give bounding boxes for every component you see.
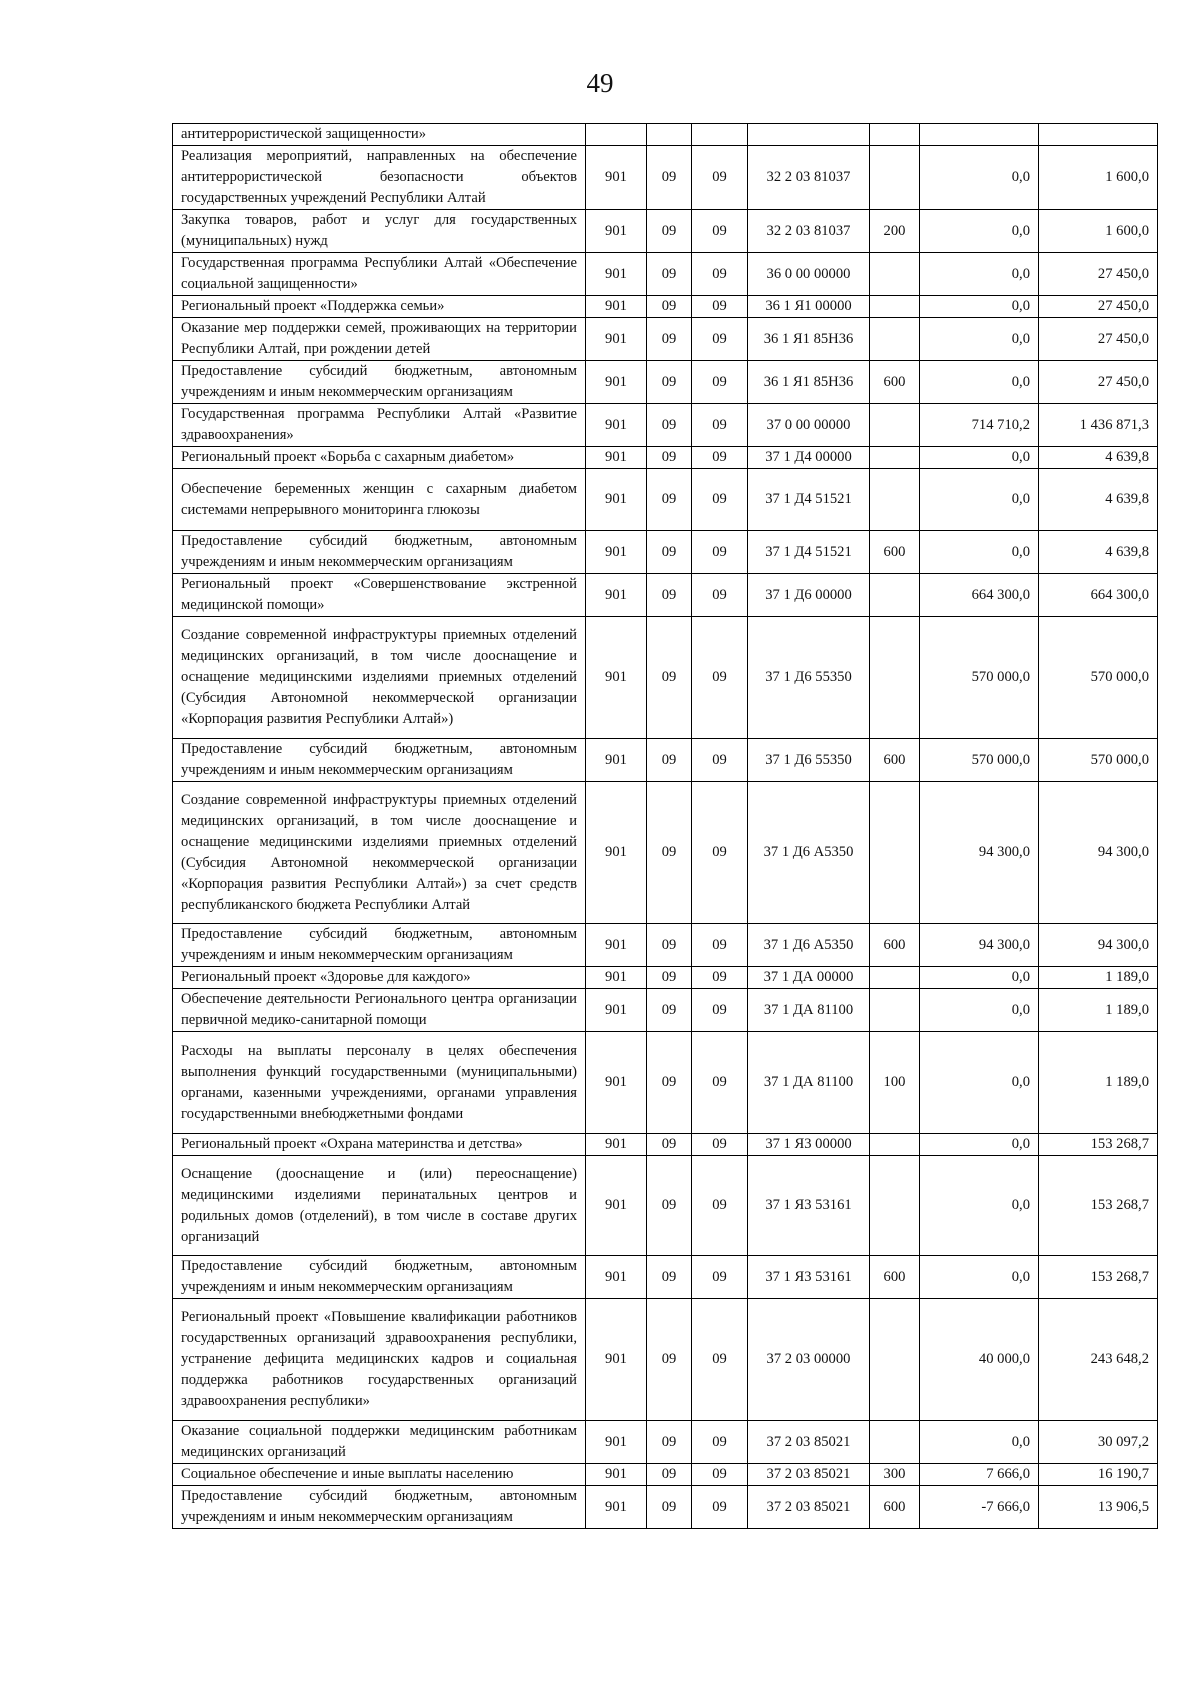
row-amount-total-cell bbox=[1039, 124, 1158, 146]
table-row bbox=[173, 447, 1158, 469]
row-expense-type-cell bbox=[870, 617, 920, 739]
row-target-article-cell: 37 2 03 85021 bbox=[748, 1421, 870, 1464]
row-amount-total-cell: 4 639,8 bbox=[1039, 447, 1158, 469]
row-subsection-code-cell: 09 bbox=[692, 989, 748, 1032]
row-subsection-code-cell: 09 bbox=[692, 1299, 748, 1421]
row-name-cell: Предоставление субсидий бюджетным, автономным учреждениям и иным некоммерческим организациям bbox=[173, 531, 586, 574]
row-section-code-cell: 09 bbox=[647, 1134, 692, 1156]
row-ministry-code-cell: 901 bbox=[586, 1134, 647, 1156]
row-subsection-code-cell: 09 bbox=[692, 146, 748, 210]
row-target-article-cell: 37 1 Д6 00000 bbox=[748, 574, 870, 617]
row-name-cell: антитеррористической защищенности» bbox=[173, 124, 586, 146]
row-target-article-cell: 36 0 00 00000 bbox=[748, 253, 870, 296]
row-amount-total-cell: 1 436 871,3 bbox=[1039, 404, 1158, 447]
row-subsection-code-cell: 09 bbox=[692, 318, 748, 361]
row-name-cell: Оказание мер поддержки семей, проживающих на территории Республики Алтай, при рождении детей bbox=[173, 318, 586, 361]
row-expense-type-cell bbox=[870, 989, 920, 1032]
row-name-cell: Закупка товаров, работ и услуг для государственных (муниципальных) нужд bbox=[173, 210, 586, 253]
row-name-cell: Обеспечение деятельности Регионального центра организации первичной медико-санитарной помощи bbox=[173, 989, 586, 1032]
row-name-cell: Реализация мероприятий, направленных на обеспечение антитеррористической безопасности объектов государственных учреждений Республики Алтай bbox=[173, 146, 586, 210]
row-subsection-code-cell: 09 bbox=[692, 447, 748, 469]
row-amount-change-cell: 0,0 bbox=[920, 1421, 1039, 1464]
row-name-cell: Создание современной инфраструктуры приемных отделений медицинских организаций, в том числе дооснащение и оснащение медицинскими изделиями приемных отделений (Субсидия Автономной некоммерческой организации «Корпорация развития Республики Алтай») bbox=[173, 617, 586, 739]
row-name-cell: Оснащение (дооснащение и (или) переоснащение) медицинскими изделиями перинатальных центров и родильных домов (отделений), в том числе в составе других организаций bbox=[173, 1156, 586, 1256]
row-name-cell: Региональный проект «Совершенствование экстренной медицинской помощи» bbox=[173, 574, 586, 617]
row-name-cell: Оказание социальной поддержки медицинским работникам медицинских организаций bbox=[173, 1421, 586, 1464]
row-ministry-code-cell: 901 bbox=[586, 253, 647, 296]
row-section-code-cell: 09 bbox=[647, 1299, 692, 1421]
row-amount-total-cell: 1 189,0 bbox=[1039, 1032, 1158, 1134]
row-ministry-code-cell: 901 bbox=[586, 210, 647, 253]
row-amount-total-cell: 243 648,2 bbox=[1039, 1299, 1158, 1421]
row-name-cell: Предоставление субсидий бюджетным, автономным учреждениям и иным некоммерческим организациям bbox=[173, 739, 586, 782]
row-expense-type-cell: 600 bbox=[870, 1486, 920, 1529]
row-subsection-code-cell: 09 bbox=[692, 1421, 748, 1464]
row-target-article-cell: 37 1 ДА 81100 bbox=[748, 1032, 870, 1134]
row-ministry-code-cell: 901 bbox=[586, 318, 647, 361]
table-row bbox=[173, 1256, 1158, 1299]
row-amount-change-cell: 0,0 bbox=[920, 210, 1039, 253]
row-amount-total-cell: 1 189,0 bbox=[1039, 967, 1158, 989]
row-amount-change-cell: -7 666,0 bbox=[920, 1486, 1039, 1529]
row-expense-type-cell bbox=[870, 469, 920, 531]
row-ministry-code-cell: 901 bbox=[586, 1299, 647, 1421]
row-target-article-cell: 37 1 ДА 00000 bbox=[748, 967, 870, 989]
row-target-article-cell: 37 1 Д6 А5350 bbox=[748, 924, 870, 967]
table-row bbox=[173, 296, 1158, 318]
row-section-code-cell: 09 bbox=[647, 447, 692, 469]
row-amount-total-cell: 4 639,8 bbox=[1039, 469, 1158, 531]
row-section-code-cell: 09 bbox=[647, 739, 692, 782]
row-amount-total-cell: 4 639,8 bbox=[1039, 531, 1158, 574]
row-name-cell: Предоставление субсидий бюджетным, автономным учреждениям и иным некоммерческим организациям bbox=[173, 924, 586, 967]
row-subsection-code-cell: 09 bbox=[692, 296, 748, 318]
row-ministry-code-cell: 901 bbox=[586, 1486, 647, 1529]
row-ministry-code-cell: 901 bbox=[586, 989, 647, 1032]
row-ministry-code-cell: 901 bbox=[586, 1464, 647, 1486]
table-row bbox=[173, 124, 1158, 146]
row-name-cell: Региональный проект «Поддержка семьи» bbox=[173, 296, 586, 318]
table-row bbox=[173, 210, 1158, 253]
row-subsection-code-cell: 09 bbox=[692, 1486, 748, 1529]
row-amount-total-cell: 1 600,0 bbox=[1039, 210, 1158, 253]
row-target-article-cell: 37 2 03 00000 bbox=[748, 1299, 870, 1421]
table-row bbox=[173, 469, 1158, 531]
table-row bbox=[173, 1486, 1158, 1529]
table-row bbox=[173, 1156, 1158, 1256]
row-amount-change-cell: 0,0 bbox=[920, 1134, 1039, 1156]
row-amount-change-cell: 570 000,0 bbox=[920, 617, 1039, 739]
row-amount-change-cell: 0,0 bbox=[920, 967, 1039, 989]
row-amount-change-cell: 0,0 bbox=[920, 531, 1039, 574]
row-amount-change-cell: 94 300,0 bbox=[920, 924, 1039, 967]
row-amount-total-cell: 153 268,7 bbox=[1039, 1156, 1158, 1256]
row-expense-type-cell bbox=[870, 574, 920, 617]
row-subsection-code-cell: 09 bbox=[692, 531, 748, 574]
row-ministry-code-cell: 901 bbox=[586, 1032, 647, 1134]
row-expense-type-cell bbox=[870, 1421, 920, 1464]
row-subsection-code-cell: 09 bbox=[692, 469, 748, 531]
row-target-article-cell: 32 2 03 81037 bbox=[748, 146, 870, 210]
row-amount-total-cell: 94 300,0 bbox=[1039, 924, 1158, 967]
row-subsection-code-cell: 09 bbox=[692, 361, 748, 404]
row-target-article-cell: 37 1 Д4 51521 bbox=[748, 531, 870, 574]
table-row bbox=[173, 1421, 1158, 1464]
row-ministry-code-cell: 901 bbox=[586, 924, 647, 967]
row-subsection-code-cell: 09 bbox=[692, 210, 748, 253]
row-ministry-code-cell: 901 bbox=[586, 617, 647, 739]
row-amount-change-cell: 40 000,0 bbox=[920, 1299, 1039, 1421]
row-expense-type-cell: 600 bbox=[870, 924, 920, 967]
row-name-cell: Предоставление субсидий бюджетным, автономным учреждениям и иным некоммерческим организациям bbox=[173, 1256, 586, 1299]
row-ministry-code-cell: 901 bbox=[586, 1421, 647, 1464]
row-target-article-cell: 36 1 Я1 85Н36 bbox=[748, 361, 870, 404]
row-subsection-code-cell bbox=[692, 124, 748, 146]
row-expense-type-cell bbox=[870, 146, 920, 210]
row-expense-type-cell bbox=[870, 253, 920, 296]
row-amount-change-cell: 0,0 bbox=[920, 361, 1039, 404]
budget-table bbox=[172, 123, 1158, 1529]
row-name-cell: Государственная программа Республики Алтай «Обеспечение социальной защищенности» bbox=[173, 253, 586, 296]
row-section-code-cell: 09 bbox=[647, 296, 692, 318]
row-target-article-cell: 36 1 Я1 85Н36 bbox=[748, 318, 870, 361]
row-target-article-cell: 37 1 Я3 53161 bbox=[748, 1156, 870, 1256]
row-subsection-code-cell: 09 bbox=[692, 967, 748, 989]
row-name-cell: Предоставление субсидий бюджетным, автономным учреждениям и иным некоммерческим организациям bbox=[173, 1486, 586, 1529]
table-row bbox=[173, 574, 1158, 617]
row-amount-total-cell: 27 450,0 bbox=[1039, 361, 1158, 404]
table-row bbox=[173, 1134, 1158, 1156]
row-expense-type-cell bbox=[870, 1134, 920, 1156]
row-amount-change-cell: 0,0 bbox=[920, 296, 1039, 318]
row-expense-type-cell bbox=[870, 318, 920, 361]
row-amount-change-cell bbox=[920, 124, 1039, 146]
row-target-article-cell bbox=[748, 124, 870, 146]
table-row bbox=[173, 318, 1158, 361]
row-target-article-cell: 37 1 Д4 00000 bbox=[748, 447, 870, 469]
row-subsection-code-cell: 09 bbox=[692, 1156, 748, 1256]
row-amount-total-cell: 570 000,0 bbox=[1039, 739, 1158, 782]
row-ministry-code-cell: 901 bbox=[586, 967, 647, 989]
row-expense-type-cell bbox=[870, 124, 920, 146]
row-expense-type-cell: 100 bbox=[870, 1032, 920, 1134]
row-amount-change-cell: 0,0 bbox=[920, 1032, 1039, 1134]
table-row bbox=[173, 1464, 1158, 1486]
table-row bbox=[173, 404, 1158, 447]
row-expense-type-cell bbox=[870, 1299, 920, 1421]
row-amount-total-cell: 30 097,2 bbox=[1039, 1421, 1158, 1464]
row-amount-change-cell: 7 666,0 bbox=[920, 1464, 1039, 1486]
table-row bbox=[173, 531, 1158, 574]
table-row bbox=[173, 1299, 1158, 1421]
table-row bbox=[173, 967, 1158, 989]
row-amount-total-cell: 94 300,0 bbox=[1039, 782, 1158, 924]
row-target-article-cell: 37 1 Я3 53161 bbox=[748, 1256, 870, 1299]
row-expense-type-cell: 600 bbox=[870, 531, 920, 574]
row-ministry-code-cell: 901 bbox=[586, 739, 647, 782]
row-section-code-cell: 09 bbox=[647, 967, 692, 989]
row-name-cell: Социальное обеспечение и иные выплаты населению bbox=[173, 1464, 586, 1486]
table-row bbox=[173, 146, 1158, 210]
row-subsection-code-cell: 09 bbox=[692, 1032, 748, 1134]
row-section-code-cell: 09 bbox=[647, 318, 692, 361]
row-ministry-code-cell bbox=[586, 124, 647, 146]
row-subsection-code-cell: 09 bbox=[692, 739, 748, 782]
row-amount-change-cell: 0,0 bbox=[920, 469, 1039, 531]
row-amount-total-cell: 16 190,7 bbox=[1039, 1464, 1158, 1486]
row-subsection-code-cell: 09 bbox=[692, 1256, 748, 1299]
row-amount-total-cell: 27 450,0 bbox=[1039, 318, 1158, 361]
row-expense-type-cell: 600 bbox=[870, 739, 920, 782]
table-row bbox=[173, 782, 1158, 924]
row-target-article-cell: 37 1 Д6 55350 bbox=[748, 617, 870, 739]
row-ministry-code-cell: 901 bbox=[586, 361, 647, 404]
row-amount-total-cell: 570 000,0 bbox=[1039, 617, 1158, 739]
row-expense-type-cell bbox=[870, 447, 920, 469]
row-amount-change-cell: 0,0 bbox=[920, 318, 1039, 361]
row-section-code-cell: 09 bbox=[647, 1486, 692, 1529]
row-target-article-cell: 37 2 03 85021 bbox=[748, 1464, 870, 1486]
row-ministry-code-cell: 901 bbox=[586, 531, 647, 574]
row-amount-change-cell: 0,0 bbox=[920, 989, 1039, 1032]
row-amount-change-cell: 0,0 bbox=[920, 253, 1039, 296]
table-row bbox=[173, 1032, 1158, 1134]
row-name-cell: Региональный проект «Здоровье для каждого» bbox=[173, 967, 586, 989]
row-expense-type-cell: 200 bbox=[870, 210, 920, 253]
row-ministry-code-cell: 901 bbox=[586, 146, 647, 210]
row-ministry-code-cell: 901 bbox=[586, 1156, 647, 1256]
table-row bbox=[173, 253, 1158, 296]
row-target-article-cell: 37 1 Д6 55350 bbox=[748, 739, 870, 782]
row-amount-change-cell: 0,0 bbox=[920, 146, 1039, 210]
row-expense-type-cell bbox=[870, 782, 920, 924]
row-name-cell: Предоставление субсидий бюджетным, автономным учреждениям и иным некоммерческим организациям bbox=[173, 361, 586, 404]
row-amount-total-cell: 27 450,0 bbox=[1039, 296, 1158, 318]
row-ministry-code-cell: 901 bbox=[586, 447, 647, 469]
row-ministry-code-cell: 901 bbox=[586, 1256, 647, 1299]
row-name-cell: Расходы на выплаты персоналу в целях обеспечения выполнения функций государственными (муниципальными) органами, казенными учреждениями, органами управления государственными внебюджетными фондами bbox=[173, 1032, 586, 1134]
row-expense-type-cell bbox=[870, 967, 920, 989]
row-subsection-code-cell: 09 bbox=[692, 574, 748, 617]
row-expense-type-cell: 600 bbox=[870, 1256, 920, 1299]
row-amount-total-cell: 1 600,0 bbox=[1039, 146, 1158, 210]
budget-table-body bbox=[173, 124, 1158, 1529]
table-row bbox=[173, 617, 1158, 739]
row-section-code-cell: 09 bbox=[647, 574, 692, 617]
row-ministry-code-cell: 901 bbox=[586, 782, 647, 924]
row-name-cell: Региональный проект «Борьба с сахарным диабетом» bbox=[173, 447, 586, 469]
row-amount-change-cell: 664 300,0 bbox=[920, 574, 1039, 617]
row-expense-type-cell bbox=[870, 1156, 920, 1256]
row-ministry-code-cell: 901 bbox=[586, 469, 647, 531]
row-name-cell: Создание современной инфраструктуры приемных отделений медицинских организаций, в том числе дооснащение и оснащение медицинскими изделиями приемных отделений (Субсидия Автономной некоммерческой организации «Корпорация развития Республики Алтай») за счет средств республиканского бюджета Республики Алтай bbox=[173, 782, 586, 924]
row-section-code-cell: 09 bbox=[647, 469, 692, 531]
row-target-article-cell: 37 1 Я3 00000 bbox=[748, 1134, 870, 1156]
row-ministry-code-cell: 901 bbox=[586, 296, 647, 318]
table-row bbox=[173, 924, 1158, 967]
row-section-code-cell: 09 bbox=[647, 146, 692, 210]
row-expense-type-cell bbox=[870, 296, 920, 318]
row-target-article-cell: 37 1 Д4 51521 bbox=[748, 469, 870, 531]
row-expense-type-cell: 600 bbox=[870, 361, 920, 404]
row-section-code-cell: 09 bbox=[647, 404, 692, 447]
row-amount-total-cell: 664 300,0 bbox=[1039, 574, 1158, 617]
row-subsection-code-cell: 09 bbox=[692, 924, 748, 967]
table-row bbox=[173, 361, 1158, 404]
row-section-code-cell: 09 bbox=[647, 924, 692, 967]
row-amount-change-cell: 0,0 bbox=[920, 1256, 1039, 1299]
row-name-cell: Государственная программа Республики Алтай «Развитие здравоохранения» bbox=[173, 404, 586, 447]
row-target-article-cell: 32 2 03 81037 bbox=[748, 210, 870, 253]
row-name-cell: Региональный проект «Повышение квалификации работников государственных организаций здравоохранения республики, устранение дефицита медицинских кадров и социальная поддержка работников государственных организаций здравоохранения республики» bbox=[173, 1299, 586, 1421]
row-section-code-cell bbox=[647, 124, 692, 146]
row-amount-total-cell: 153 268,7 bbox=[1039, 1256, 1158, 1299]
row-amount-change-cell: 0,0 bbox=[920, 1156, 1039, 1256]
row-target-article-cell: 37 0 00 00000 bbox=[748, 404, 870, 447]
row-ministry-code-cell: 901 bbox=[586, 574, 647, 617]
table-row bbox=[173, 989, 1158, 1032]
row-name-cell: Региональный проект «Охрана материнства и детства» bbox=[173, 1134, 586, 1156]
row-expense-type-cell bbox=[870, 404, 920, 447]
row-section-code-cell: 09 bbox=[647, 253, 692, 296]
row-amount-total-cell: 27 450,0 bbox=[1039, 253, 1158, 296]
row-amount-change-cell: 94 300,0 bbox=[920, 782, 1039, 924]
row-section-code-cell: 09 bbox=[647, 210, 692, 253]
row-amount-total-cell: 1 189,0 bbox=[1039, 989, 1158, 1032]
row-section-code-cell: 09 bbox=[647, 1464, 692, 1486]
row-subsection-code-cell: 09 bbox=[692, 1464, 748, 1486]
row-amount-change-cell: 570 000,0 bbox=[920, 739, 1039, 782]
row-target-article-cell: 37 1 Д6 А5350 bbox=[748, 782, 870, 924]
row-target-article-cell: 36 1 Я1 00000 bbox=[748, 296, 870, 318]
row-subsection-code-cell: 09 bbox=[692, 617, 748, 739]
row-section-code-cell: 09 bbox=[647, 1032, 692, 1134]
row-amount-total-cell: 153 268,7 bbox=[1039, 1134, 1158, 1156]
row-target-article-cell: 37 1 ДА 81100 bbox=[748, 989, 870, 1032]
row-section-code-cell: 09 bbox=[647, 361, 692, 404]
row-section-code-cell: 09 bbox=[647, 1421, 692, 1464]
row-section-code-cell: 09 bbox=[647, 782, 692, 924]
row-section-code-cell: 09 bbox=[647, 617, 692, 739]
row-section-code-cell: 09 bbox=[647, 531, 692, 574]
row-subsection-code-cell: 09 bbox=[692, 404, 748, 447]
row-section-code-cell: 09 bbox=[647, 1156, 692, 1256]
page-number: 49 bbox=[586, 68, 614, 98]
row-subsection-code-cell: 09 bbox=[692, 782, 748, 924]
row-amount-change-cell: 714 710,2 bbox=[920, 404, 1039, 447]
row-expense-type-cell: 300 bbox=[870, 1464, 920, 1486]
row-subsection-code-cell: 09 bbox=[692, 1134, 748, 1156]
row-amount-total-cell: 13 906,5 bbox=[1039, 1486, 1158, 1529]
table-row bbox=[173, 739, 1158, 782]
row-amount-change-cell: 0,0 bbox=[920, 447, 1039, 469]
row-target-article-cell: 37 2 03 85021 bbox=[748, 1486, 870, 1529]
row-section-code-cell: 09 bbox=[647, 1256, 692, 1299]
row-name-cell: Обеспечение беременных женщин с сахарным диабетом системами непрерывного мониторинга глюкозы bbox=[173, 469, 586, 531]
row-ministry-code-cell: 901 bbox=[586, 404, 647, 447]
row-subsection-code-cell: 09 bbox=[692, 253, 748, 296]
row-section-code-cell: 09 bbox=[647, 989, 692, 1032]
